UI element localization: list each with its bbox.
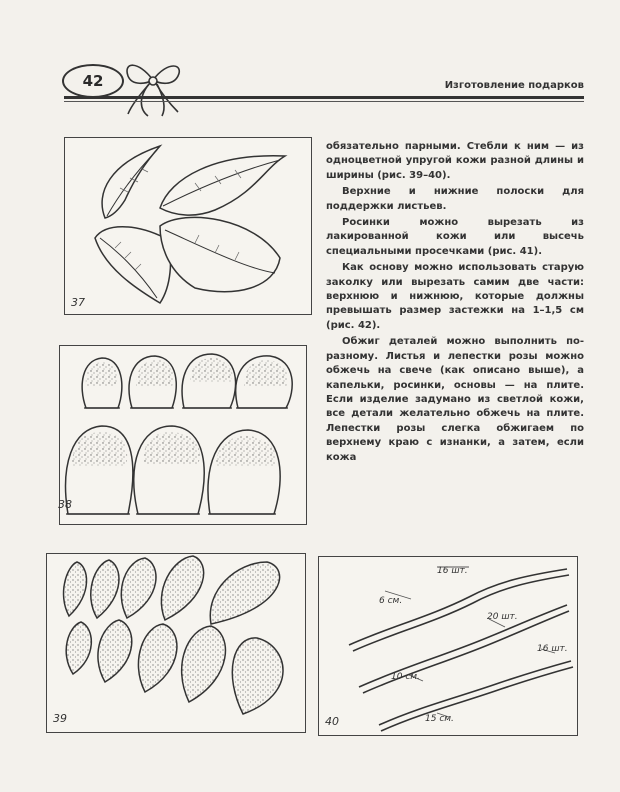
- drop-petals-illustration-icon: [47, 554, 305, 732]
- stem-label: 16 шт.: [437, 566, 468, 576]
- stem-label: 16 шт.: [537, 644, 568, 654]
- header-rule-thin: [64, 101, 584, 102]
- paragraph: обязательно парными. Стебли к ним — из одноцветной упругой кожи разной длины и ширины (рис. 39–40).: [326, 141, 584, 181]
- leaves-illustration-icon: [65, 138, 311, 314]
- bow-ornament-icon: [118, 52, 188, 120]
- stem-label: 10 см.: [391, 672, 420, 682]
- figure-38: [59, 345, 307, 525]
- figure-39: [46, 553, 306, 733]
- paragraph: Обжиг деталей можно выполнить по-разному. Листья и лепестки розы можно обжечь на свече (как описано выше), а капельки, росинки, основы — на плите. Если изделие задумано из светлой кожи, все детали желательно обжечь на плите. Лепестки розы слегка обжигаем по верхнему краю с изнанки, а затем, если кожа: [326, 336, 584, 463]
- body-text: [326, 140, 584, 467]
- rose-petals-illustration-icon: [60, 346, 306, 524]
- stem-label: 6 см.: [379, 596, 403, 606]
- stem-label: 20 шт.: [487, 612, 518, 622]
- paragraph: Как основу можно использовать старую заколку или вырезать самим две части: верхнюю и нижнюю, которые должны превышать размер застежки на 1–1,5 см (рис. 42).: [326, 262, 584, 331]
- stems-illustration-icon: [319, 557, 577, 735]
- paragraph: Росинки можно вырезать из лакированной кожи или высечь специальными просечками (рис. 41).: [326, 217, 584, 257]
- page-number: 42: [62, 64, 124, 98]
- figure-number: 37: [71, 296, 85, 309]
- running-title: Изготовление подарков: [444, 80, 584, 91]
- figure-40: [318, 556, 578, 736]
- figure-37: [64, 137, 312, 315]
- figure-number: 38: [58, 498, 72, 511]
- figure-number: 40: [325, 715, 339, 728]
- header-rule: [64, 96, 584, 99]
- paragraph: Верхние и нижние полоски для поддержки листьев.: [326, 186, 584, 212]
- figure-number: 39: [53, 712, 67, 725]
- stem-label: 15 см.: [425, 714, 454, 724]
